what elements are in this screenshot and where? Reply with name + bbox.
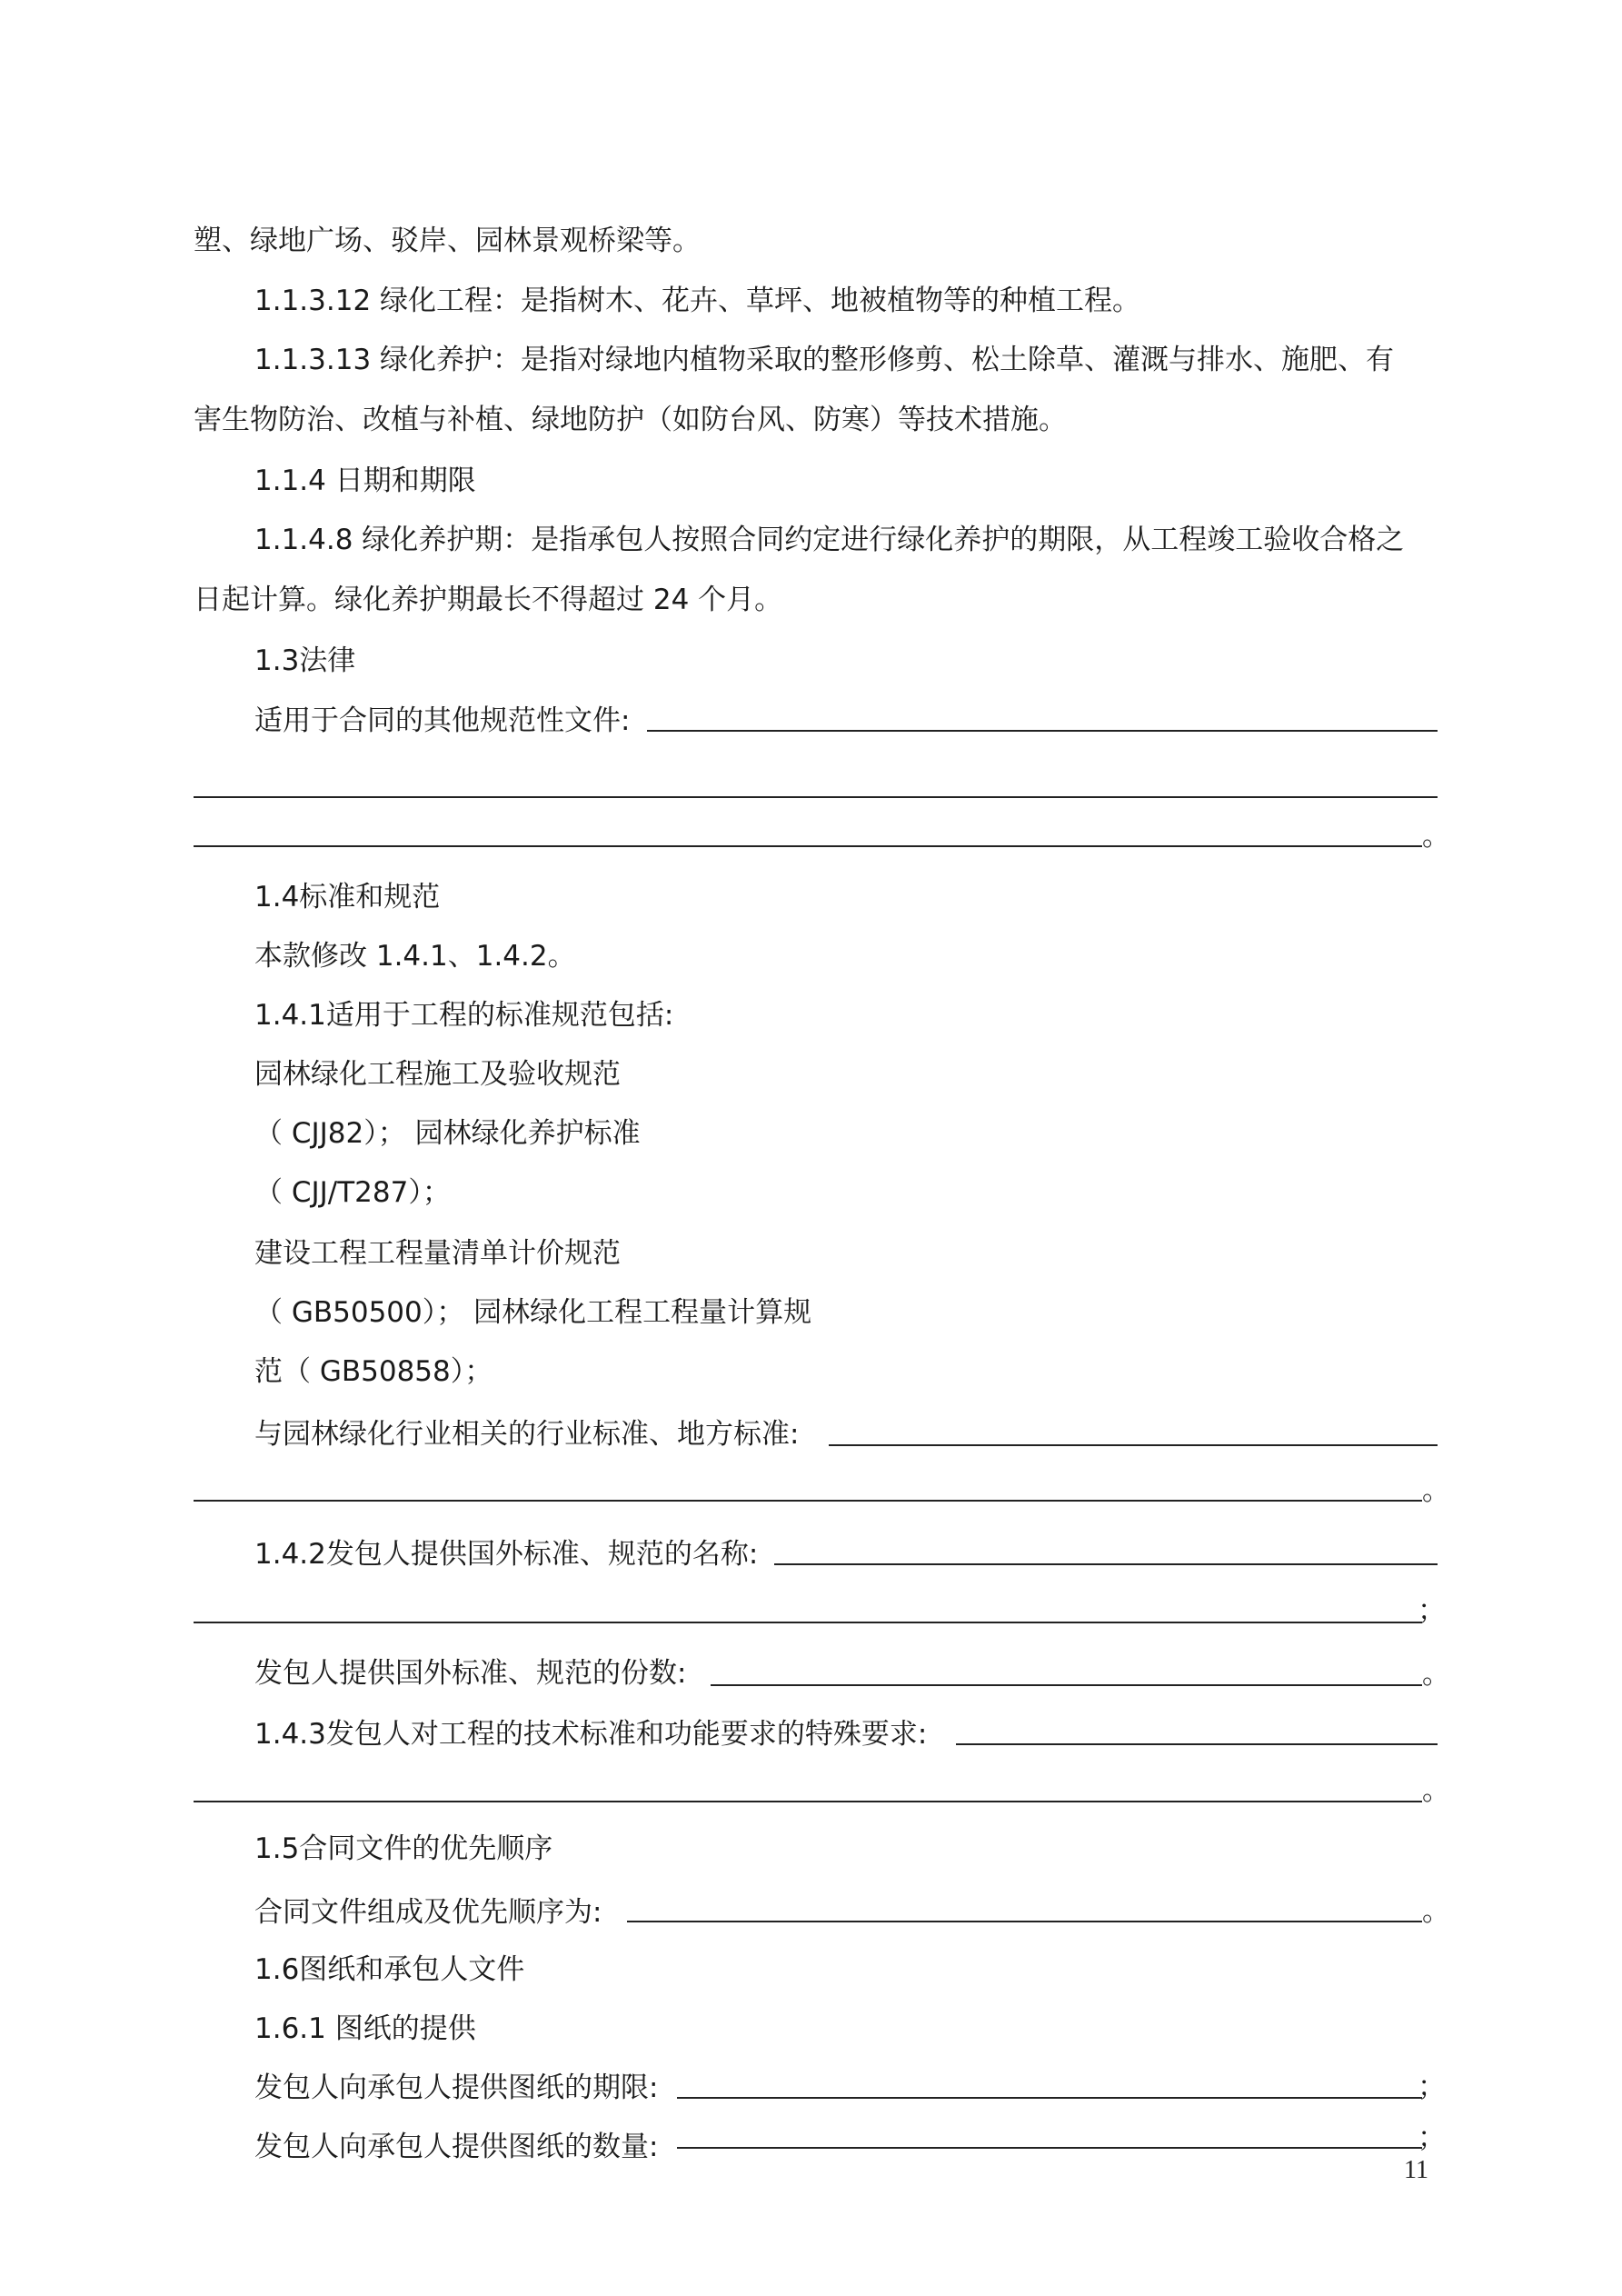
fill-in-blank-line[interactable]: [194, 845, 1422, 847]
heading-1-3: 1.3法律: [254, 644, 356, 677]
field-label-drawing-deadline: 发包人向承包人提供图纸的期限:: [254, 2071, 659, 2104]
semicolon-mark: ；: [1418, 2121, 1446, 2154]
text-line: 日起计算。绿化养护期最长不得超过 24 个月。: [194, 584, 783, 616]
period-mark: 。: [1422, 820, 1450, 853]
heading-1-1-4: 1.1.4 日期和期限: [254, 464, 476, 497]
heading-1-6-1: 1.6.1 图纸的提供: [254, 2012, 476, 2045]
heading-1-4: 1.4标准和规范: [254, 881, 441, 913]
fill-in-blank-foreign-standards-name[interactable]: [774, 1563, 1438, 1565]
standard-item: 建设工程工程量清单计价规范: [254, 1237, 621, 1270]
field-label-special-requirements: 1.4.3发包人对工程的技术标准和功能要求的特殊要求:: [254, 1718, 928, 1751]
clause-1-1-4-8: 1.1.4.8 绿化养护期：是指承包人按照合同约定进行绿化养护的期限，从工程竣工验收合格之: [254, 524, 1405, 556]
semicolon-mark: ；: [1418, 1594, 1446, 1627]
semicolon-mark: ；: [1418, 2071, 1446, 2103]
period-mark: 。: [1422, 1895, 1450, 1928]
field-label-foreign-standards-name: 1.4.2发包人提供国外标准、规范的名称:: [254, 1538, 759, 1571]
heading-1-6: 1.6图纸和承包人文件: [254, 1953, 525, 1986]
heading-1-5: 1.5合同文件的优先顺序: [254, 1832, 553, 1865]
field-label-document-priority: 合同文件组成及优先顺序为:: [254, 1896, 602, 1929]
standard-item: 范（ GB50858）；: [254, 1355, 493, 1388]
fill-in-blank-foreign-standards-copies[interactable]: [711, 1684, 1422, 1686]
field-label-foreign-standards-copies: 发包人提供国外标准、规范的份数:: [254, 1657, 687, 1690]
fill-in-blank-line[interactable]: [194, 1801, 1422, 1802]
text-line: 塑、绿地广场、驳岸、园林景观桥梁等。: [194, 225, 701, 257]
page-number: 11: [1404, 2156, 1428, 2184]
standard-item: （ CJJ82）； 园林绿化养护标准: [254, 1117, 641, 1150]
standard-item: （ CJJ/T287）；: [254, 1176, 451, 1209]
fill-in-blank-line[interactable]: [194, 796, 1438, 798]
field-label-other-documents: 适用于合同的其他规范性文件:: [254, 704, 631, 737]
period-mark: 。: [1422, 1774, 1450, 1807]
standard-item: 园林绿化工程施工及验收规范: [254, 1058, 621, 1091]
fill-in-blank-drawing-deadline[interactable]: [677, 2097, 1422, 2099]
text-line: 害生物防治、改植与补植、绿地防护（如防台风、防寒）等技术措施。: [194, 404, 1067, 436]
fill-in-blank-document-priority[interactable]: [627, 1921, 1422, 1922]
fill-in-blank-industry-standards[interactable]: [829, 1444, 1438, 1446]
fill-in-blank-other-documents[interactable]: [647, 730, 1438, 732]
fill-in-blank-special-requirements[interactable]: [956, 1743, 1438, 1745]
period-mark: 。: [1422, 1658, 1450, 1691]
fill-in-blank-drawing-quantity[interactable]: [677, 2147, 1422, 2149]
period-mark: 。: [1422, 1474, 1450, 1507]
clause-1-1-3-12: 1.1.3.12 绿化工程：是指树木、花卉、草坪、地被植物等的种植工程。: [254, 285, 1141, 317]
fill-in-blank-line[interactable]: [194, 1622, 1422, 1623]
standard-item: （ GB50500）； 园林绿化工程工程量计算规: [254, 1296, 812, 1329]
field-label-industry-standards: 与园林绿化行业相关的行业标准、地方标准:: [254, 1418, 800, 1451]
field-label-drawing-quantity: 发包人向承包人提供图纸的数量:: [254, 2131, 659, 2163]
heading-1-4-1: 1.4.1适用于工程的标准规范包括:: [254, 999, 674, 1032]
text-line: 本款修改 1.4.1、1.4.2。: [254, 940, 576, 973]
clause-1-1-3-13: 1.1.3.13 绿化养护：是指对绿地内植物采取的整形修剪、松土除草、灌溉与排水、施肥、有: [254, 344, 1395, 376]
fill-in-blank-line[interactable]: [194, 1500, 1422, 1502]
